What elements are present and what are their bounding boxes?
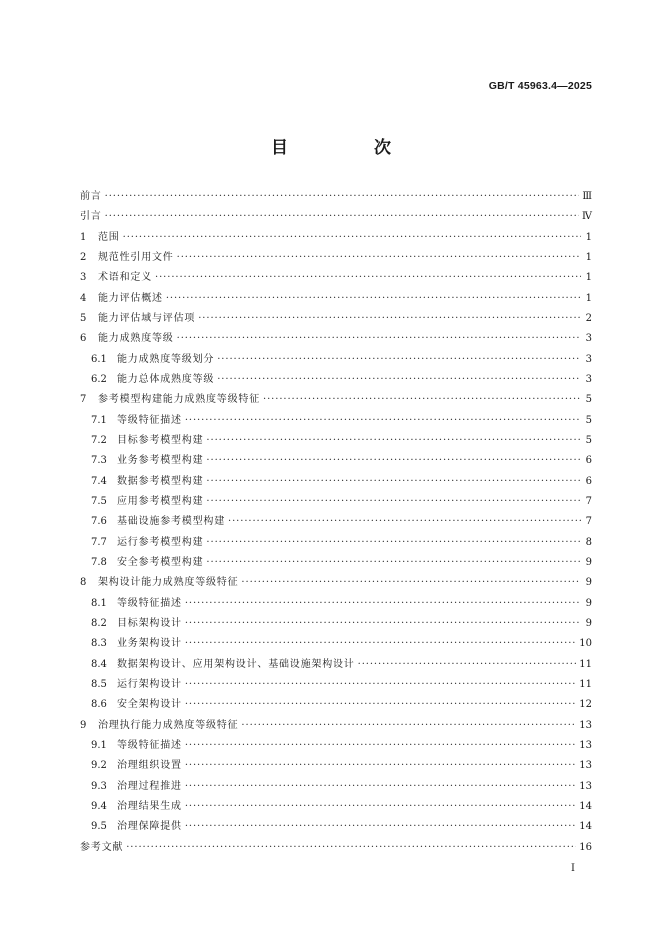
toc-entry-page: 14 [579, 821, 592, 833]
toc-entry-page: 3 [585, 353, 592, 365]
toc-entry-number: 9.5 [91, 821, 107, 833]
toc-entry-page: 16 [579, 841, 592, 853]
toc-entry[interactable] [80, 574, 592, 592]
toc-entry-number: 9.1 [91, 739, 107, 751]
toc-leader-dots [185, 696, 576, 714]
toc-entry-page: 9 [585, 577, 592, 589]
toc-leader-dots [185, 737, 576, 755]
toc-entry-page: 8 [585, 536, 592, 548]
toc-leader-dots [185, 615, 581, 633]
toc-entry[interactable] [91, 737, 592, 755]
toc-entry-number: 7 [80, 394, 87, 406]
toc-entry-page: 3 [585, 333, 592, 345]
toc-entry-label: 目标参考模型构建 [117, 434, 204, 446]
toc-entry[interactable] [91, 778, 592, 796]
toc-entry-number: 7.7 [91, 536, 107, 548]
toc-entry[interactable] [91, 635, 592, 653]
toc-entry[interactable] [80, 188, 592, 206]
toc-entry[interactable] [91, 473, 592, 491]
toc-entry[interactable] [80, 330, 592, 348]
toc-leader-dots [155, 269, 581, 287]
toc-leader-dots [166, 290, 581, 308]
toc-entry-page: 9 [585, 617, 592, 629]
toc-entry-label: 治理过程推进 [117, 780, 182, 792]
toc-entry[interactable] [91, 595, 592, 613]
toc-entry[interactable] [80, 391, 592, 409]
toc-entry-page: 3 [585, 373, 592, 385]
toc-entry[interactable] [91, 615, 592, 633]
toc-leader-dots [206, 432, 581, 450]
toc-leader-dots [177, 330, 581, 348]
toc-entry[interactable] [91, 696, 592, 714]
toc-entry[interactable] [91, 493, 592, 511]
toc-entry-number: 7.8 [91, 556, 107, 568]
toc-entry[interactable] [80, 290, 592, 308]
toc-entry-page: 1 [585, 231, 592, 243]
toc-entry-page: 1 [585, 251, 592, 263]
toc-entry-label: 安全参考模型构建 [117, 556, 204, 568]
toc-entry-page: 5 [585, 414, 592, 426]
toc-leader-dots [185, 412, 581, 430]
toc-entry-number: 2 [80, 251, 87, 263]
toc-leader-dots [263, 391, 581, 409]
toc-entry-page: 11 [579, 658, 592, 670]
toc-leader-dots [185, 676, 576, 694]
toc-entry-label: 等级特征描述 [117, 739, 182, 751]
toc-entry-page: 13 [579, 780, 592, 792]
toc-entry-label: 治理组织设置 [117, 760, 182, 772]
toc-leader-dots [185, 778, 576, 796]
toc-leader-dots [185, 798, 576, 816]
toc-entry-label: 能力成熟度等级划分 [117, 353, 215, 365]
toc-leader-dots [185, 818, 576, 836]
toc-entry-label: 引言 [80, 211, 102, 223]
toc-entry-number: 6.1 [91, 353, 107, 365]
toc-entry[interactable] [80, 310, 592, 328]
toc-entry-label: 等级特征描述 [117, 414, 182, 426]
toc-leader-dots [206, 452, 581, 470]
toc-leader-dots [123, 229, 581, 247]
toc-entry-page: 14 [579, 800, 592, 812]
toc-entry-number: 7.1 [91, 414, 107, 426]
toc-entry-page: 13 [579, 719, 592, 731]
toc-entry-page: 13 [579, 760, 592, 772]
toc-entry[interactable] [80, 839, 592, 857]
toc-entry-number: 9 [80, 719, 87, 731]
toc-leader-dots [185, 635, 576, 653]
toc-leader-dots [105, 188, 580, 206]
toc-leader-dots [206, 534, 581, 552]
toc-entry-number: 8.1 [91, 597, 107, 609]
toc-entry-label: 数据参考模型构建 [117, 475, 204, 487]
toc-entry-label: 数据架构设计、应用架构设计、基础设施架构设计 [117, 658, 355, 670]
toc-entry-number: 7.5 [91, 495, 107, 507]
toc-entry-number: 7.3 [91, 455, 107, 467]
toc-entry-number: 3 [80, 272, 87, 284]
toc-entry[interactable] [91, 513, 592, 531]
toc-leader-dots [185, 595, 581, 613]
toc-entry-number: 4 [80, 292, 87, 304]
toc-entry-number: 8.5 [91, 678, 107, 690]
toc-entry-number: 8.3 [91, 638, 107, 650]
toc-entry-label: 能力成熟度等级 [98, 333, 174, 345]
toc-entry-page: 10 [579, 638, 592, 650]
toc-entry-page: 7 [585, 516, 592, 528]
toc-entry-page: 1 [585, 272, 592, 284]
toc-entry-page: 9 [585, 556, 592, 568]
toc-entry-page: Ⅳ [582, 211, 592, 223]
toc-entry[interactable] [91, 351, 592, 369]
toc-entry-page: 11 [579, 678, 592, 690]
toc-entry-number: 7.6 [91, 516, 107, 528]
toc-leader-dots [206, 473, 581, 491]
toc-leader-dots [206, 493, 581, 511]
toc-entry[interactable] [91, 554, 592, 572]
toc-entry-number: 9.2 [91, 760, 107, 772]
toc-entry-label: 参考文献 [80, 841, 124, 853]
toc-leader-dots [228, 513, 581, 531]
toc-entry-page: 6 [585, 455, 592, 467]
toc-entry[interactable] [91, 676, 592, 694]
toc-entry[interactable] [80, 717, 592, 735]
toc-entry[interactable] [91, 656, 592, 674]
toc-entry-label: 运行参考模型构建 [117, 536, 204, 548]
toc-entry[interactable] [91, 412, 592, 430]
toc-entry-page: 9 [585, 597, 592, 609]
toc-entry[interactable] [91, 432, 592, 450]
toc-entry-page: Ⅲ [582, 191, 592, 202]
toc-entry-number: 5 [80, 312, 87, 324]
toc-entry[interactable] [91, 534, 592, 552]
toc-leader-dots [241, 574, 581, 592]
toc-entry-label: 治理结果生成 [117, 800, 182, 812]
toc-entry-number: 6 [80, 333, 87, 345]
toc-entry-label: 运行架构设计 [117, 678, 182, 690]
toc-leader-dots [105, 208, 579, 226]
toc-entry-label: 范围 [98, 231, 120, 243]
toc-entry-number: 7.4 [91, 475, 107, 487]
toc-entry-label: 等级特征描述 [117, 597, 182, 609]
toc-entry-label: 基础设施参考模型构建 [117, 516, 225, 528]
toc-entry-label: 能力总体成熟度等级 [117, 373, 215, 385]
toc-leader-dots [217, 351, 581, 369]
toc-entry-page: 7 [585, 495, 592, 507]
toc-entry-page: 13 [579, 739, 592, 751]
toc-entry-number: 9.4 [91, 800, 107, 812]
toc-entry[interactable] [80, 229, 592, 247]
standard-number: GB/T 45963.4—2025 [488, 80, 592, 92]
toc-entry-page: 2 [585, 312, 592, 324]
toc-entry-number: 8.4 [91, 658, 107, 670]
toc-entry-label: 业务架构设计 [117, 638, 182, 650]
toc-leader-dots [241, 717, 576, 735]
toc-entry[interactable] [91, 452, 592, 470]
page-title: 目 次 [271, 138, 431, 158]
toc-entry-page: 5 [585, 394, 592, 406]
toc-leader-dots [198, 310, 581, 328]
toc-entry-page: 6 [585, 475, 592, 487]
toc-entry-number: 8 [80, 577, 87, 589]
toc-entry-label: 架构设计能力成熟度等级特征 [98, 577, 239, 589]
toc-entry-label: 术语和定义 [98, 272, 152, 284]
toc-entry-label: 规范性引用文件 [98, 251, 174, 263]
toc-entry-label: 应用参考模型构建 [117, 495, 204, 507]
toc-entry-label: 治理保障提供 [117, 821, 182, 833]
toc-entry-label: 业务参考模型构建 [117, 455, 204, 467]
toc-entry-number: 6.2 [91, 373, 107, 385]
page-number: Ⅰ [571, 863, 575, 874]
toc-entry-number: 7.2 [91, 434, 107, 446]
toc-entry-number: 9.3 [91, 780, 107, 792]
toc-entry-label: 安全架构设计 [117, 699, 182, 711]
toc-entry[interactable] [91, 798, 592, 816]
toc-entry[interactable] [91, 757, 592, 775]
toc-entry-page: 1 [585, 292, 592, 304]
toc-entry-label: 参考模型构建能力成熟度等级特征 [98, 394, 260, 406]
toc-leader-dots [126, 839, 576, 857]
toc-entry[interactable] [91, 371, 592, 389]
toc-entry-label: 前言 [80, 191, 102, 202]
toc-entry[interactable] [80, 269, 592, 287]
toc-leader-dots [177, 249, 581, 267]
toc-entry-number: 8.6 [91, 699, 107, 711]
toc-leader-dots [185, 757, 576, 775]
toc-entry-label: 能力评估域与评估项 [98, 312, 196, 324]
toc-entry-page: 12 [579, 699, 592, 711]
toc-leader-dots [217, 371, 581, 389]
toc-entry[interactable] [80, 208, 592, 226]
toc-entry-number: 1 [80, 231, 87, 243]
toc-entry[interactable] [91, 818, 592, 836]
toc-entry-label: 目标架构设计 [117, 617, 182, 629]
toc-entry-page: 5 [585, 434, 592, 446]
toc-entry[interactable] [80, 249, 592, 267]
toc-leader-dots [206, 554, 581, 572]
toc-entry-label: 能力评估概述 [98, 292, 163, 304]
toc-entry-label: 治理执行能力成熟度等级特征 [98, 719, 239, 731]
toc-entry-number: 8.2 [91, 617, 107, 629]
toc-leader-dots [358, 656, 577, 674]
